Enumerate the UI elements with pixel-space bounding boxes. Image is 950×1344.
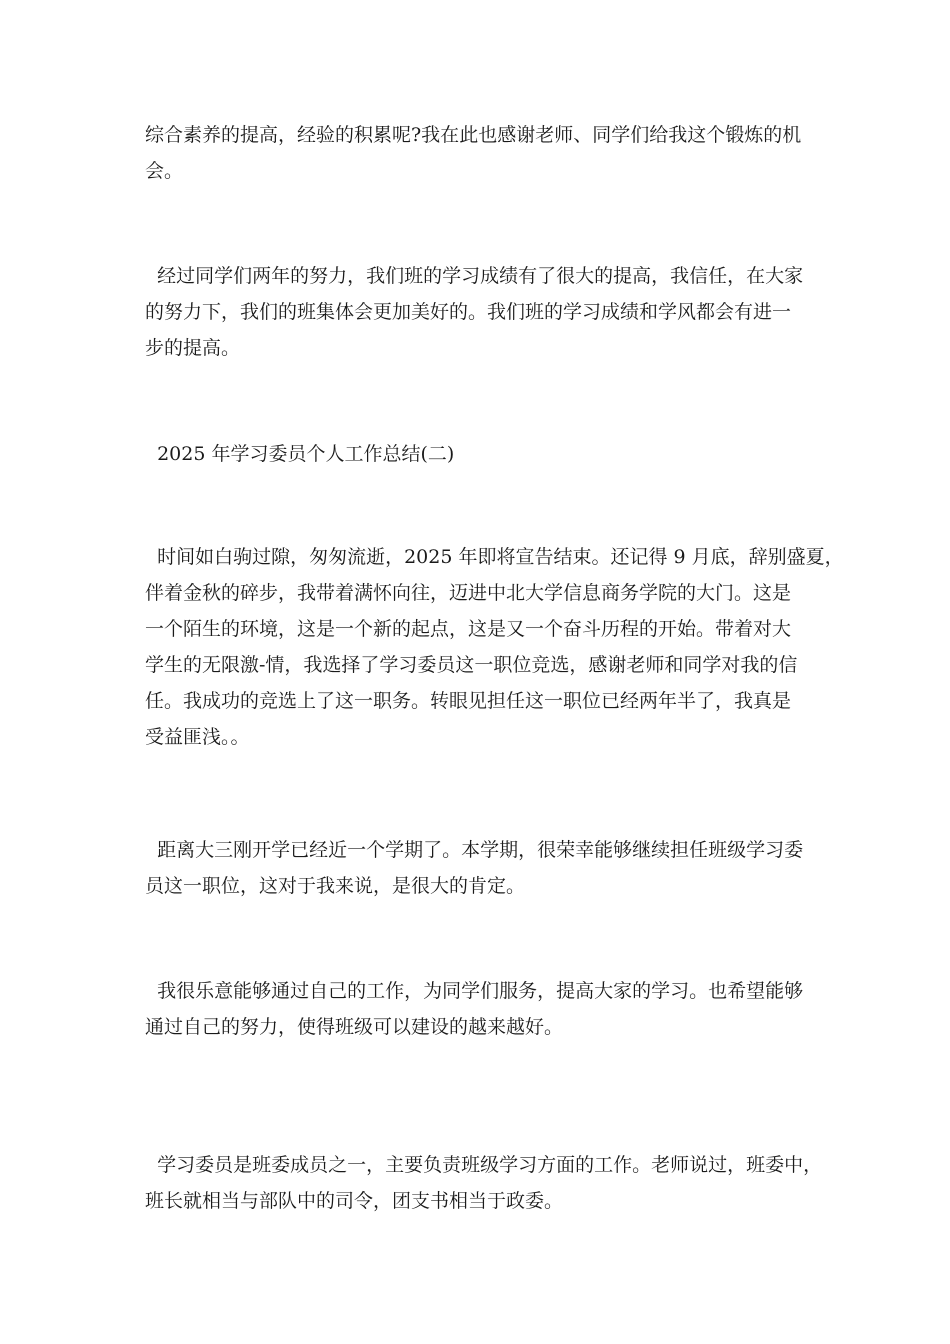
paragraph-1 — [145, 117, 815, 189]
text-line: 经过同学们两年的努力，我们班的学习成绩有了很大的提高，我信任，在大家 — [145, 265, 804, 287]
text-line: 员这一职位，这对于我来说，是很大的肯定。 — [145, 875, 526, 897]
text-line: 会。 — [145, 160, 184, 182]
text-line: 受益匪浅。。 — [145, 726, 250, 748]
text-line: 综合素养的提高，经验的积累呢?我在此也感谢老师、同学们给我这个锻炼的机 — [145, 124, 802, 146]
text-line: 的努力下，我们的班集体会更加美好的。我们班的学习成绩和学风都会有进一 — [145, 301, 792, 323]
text-line: 通过自己的努力，使得班级可以建设的越来越好。 — [145, 1016, 564, 1038]
paragraph-2 — [145, 258, 815, 366]
text-line: 我很乐意能够通过自己的工作，为同学们服务，提高大家的学习。也希望能够 — [145, 980, 804, 1002]
text-line: 时间如白驹过隙，匆匆流逝，2025 年即将宣告结束。还记得 9 月底，辞别盛夏， — [145, 546, 844, 568]
text-line: 班长就相当与部队中的司令，团支书相当于政委。 — [145, 1190, 564, 1212]
section-heading — [145, 436, 815, 472]
section-title: 2025 年学习委员个人工作总结(二) — [145, 443, 455, 465]
text-line: 步的提高。 — [145, 337, 241, 359]
text-line: 学习委员是班委成员之一，主要负责班级学习方面的工作。老师说过，班委中， — [145, 1154, 823, 1176]
text-line: 任。我成功的竞选上了这一职务。转眼见担任这一职位已经两年半了，我真是 — [145, 690, 792, 712]
text-line: 学生的无限激-情，我选择了学习委员这一职位竞选，感谢老师和同学对我的信 — [145, 654, 798, 676]
paragraph-5 — [145, 973, 815, 1045]
text-line: 伴着金秋的碎步，我带着满怀向往，迈进中北大学信息商务学院的大门。这是 — [145, 582, 792, 604]
text-line: 一个陌生的环境，这是一个新的起点，这是又一个奋斗历程的开始。带着对大 — [145, 618, 792, 640]
paragraph-4 — [145, 832, 815, 904]
paragraph-3 — [145, 539, 844, 755]
paragraph-6 — [145, 1147, 823, 1219]
text-line: 距离大三刚开学已经近一个学期了。本学期，很荣幸能够继续担任班级学习委 — [145, 839, 804, 861]
